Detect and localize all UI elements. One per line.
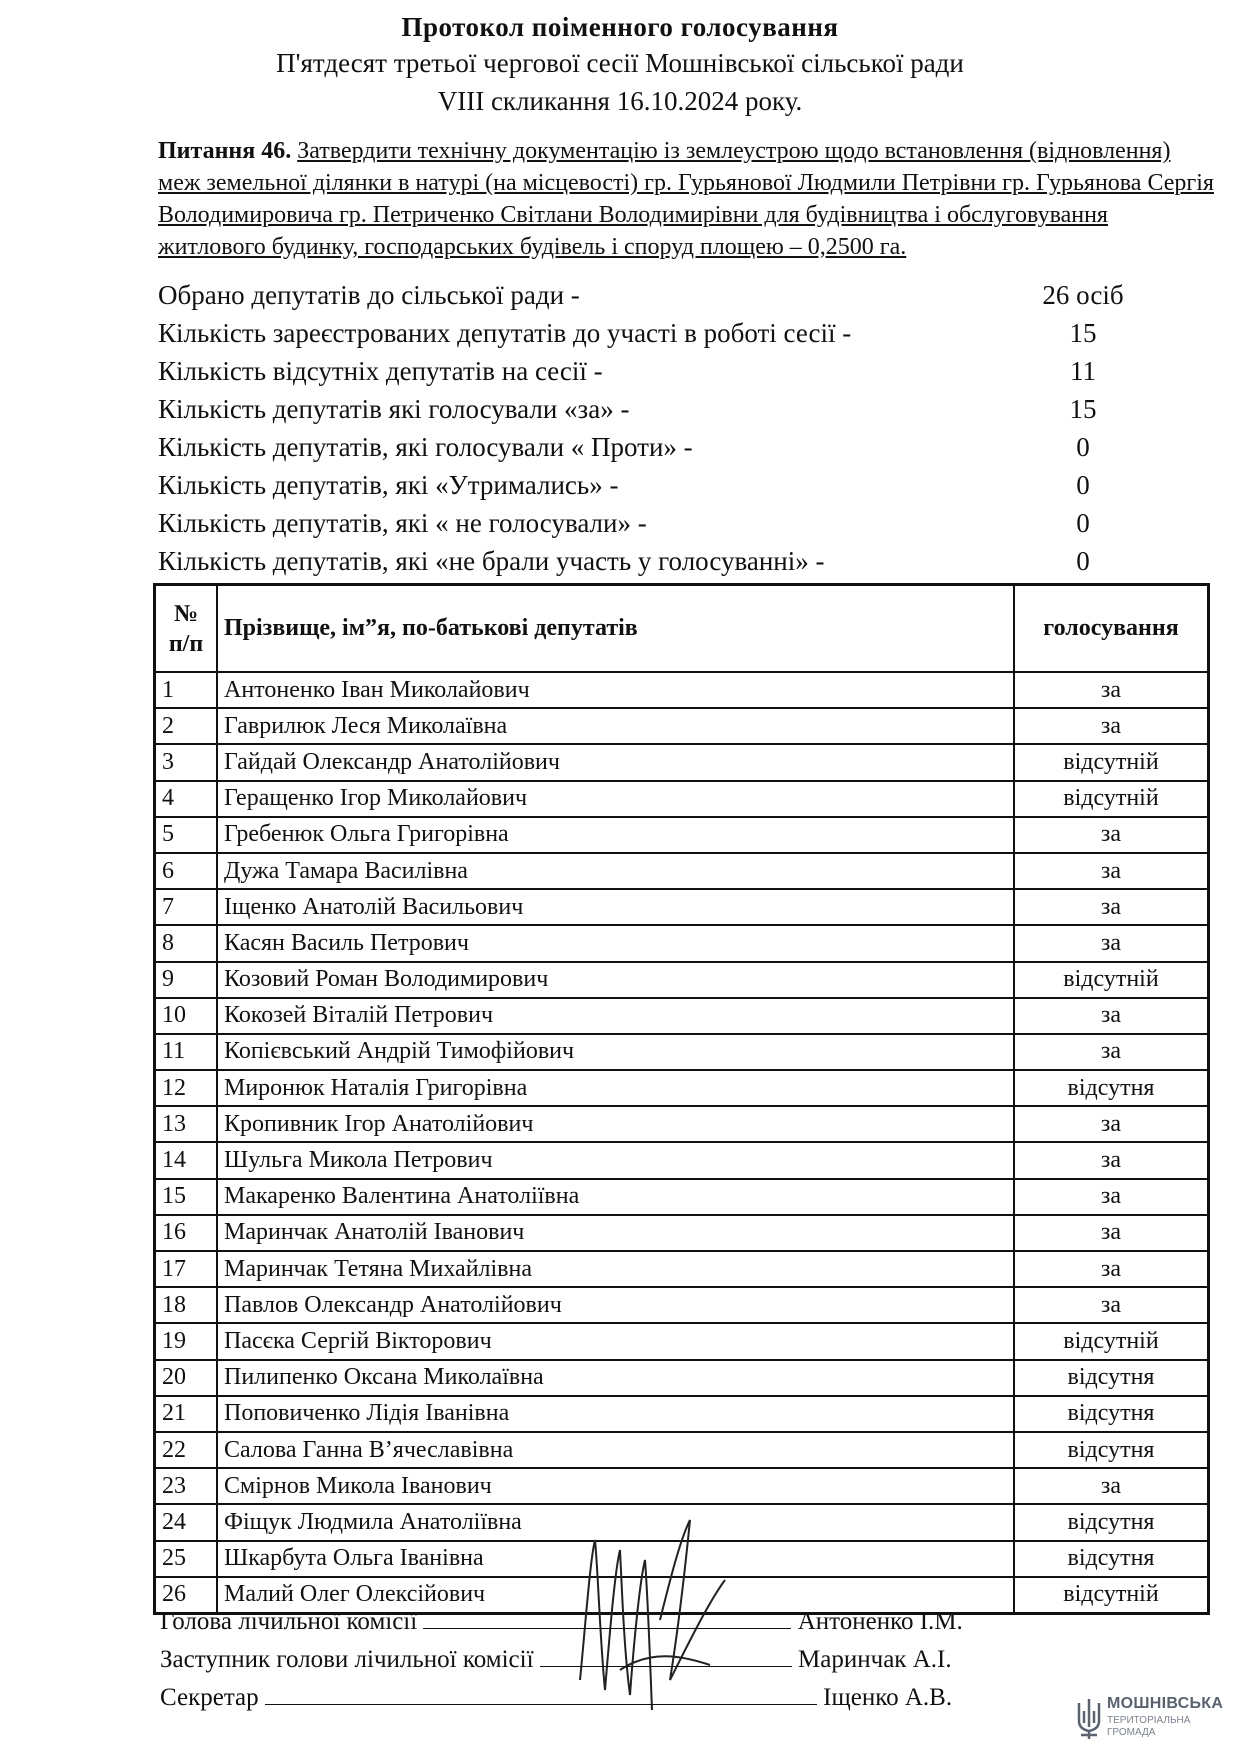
table-row [155, 853, 1209, 889]
table-row [155, 672, 1209, 708]
row-num: 25 [155, 1541, 218, 1577]
logo-subtitle [1107, 1715, 1190, 1739]
signature-name: Іщенко А.В. [823, 1684, 953, 1711]
row-name: Шульга Микола Петрович [217, 1142, 1014, 1178]
row-vote: відсутня [1014, 1396, 1209, 1432]
table-row [155, 1215, 1209, 1251]
row-num: 13 [155, 1106, 218, 1142]
logo-subtitle-line2: ГРОМАДА [1107, 1727, 1156, 1738]
row-name: Дужа Тамара Василівна [217, 853, 1014, 889]
row-num: 18 [155, 1287, 218, 1323]
stat-label: Кількість депутатів які голосували «за» - [158, 394, 630, 424]
table-header-row [155, 585, 1209, 673]
signature-line [265, 1684, 817, 1705]
header-name: Прізвище, ім”я, по-батькові депутатів [217, 585, 1014, 673]
vote-table-body [155, 672, 1209, 1613]
stat-row [158, 470, 1158, 508]
table-row [155, 1251, 1209, 1287]
signature-block [160, 1608, 1020, 1722]
row-vote: за [1014, 998, 1209, 1034]
table-row [155, 1360, 1209, 1396]
table-row [155, 889, 1209, 925]
stat-label: Кількість зареєстрованих депутатів до участі в роботі сесії - [158, 318, 852, 348]
row-name: Павлов Олександр Анатолійович [217, 1287, 1014, 1323]
row-num: 12 [155, 1070, 218, 1106]
question-label: Питання 46. [158, 138, 292, 164]
row-vote: за [1014, 1251, 1209, 1287]
row-vote: за [1014, 817, 1209, 853]
table-row [155, 1323, 1209, 1359]
stat-label: Кількість депутатів, які голосували « Проти» - [158, 432, 693, 462]
row-name: Геращенко Ігор Миколайович [217, 781, 1014, 817]
row-name: Шкарбута Ольга Іванівна [217, 1541, 1014, 1577]
row-name: Макаренко Валентина Анатоліївна [217, 1179, 1014, 1215]
stat-value: 26 осіб [1042, 280, 1124, 310]
row-num: 14 [155, 1142, 218, 1178]
signature-line [540, 1646, 792, 1667]
header-vote: голосування [1014, 585, 1209, 673]
row-num: 17 [155, 1251, 218, 1287]
row-vote: за [1014, 1468, 1209, 1504]
row-vote: відсутня [1014, 1432, 1209, 1468]
row-vote: за [1014, 708, 1209, 744]
row-vote: відсутня [1014, 1360, 1209, 1396]
signature-name: Маринчак А.І. [798, 1646, 952, 1673]
stat-value: 0 [1076, 508, 1090, 538]
row-num: 6 [155, 853, 218, 889]
table-row [155, 817, 1209, 853]
row-num: 21 [155, 1396, 218, 1432]
row-num: 19 [155, 1323, 218, 1359]
stat-row [158, 280, 1158, 318]
table-row [155, 998, 1209, 1034]
row-name: Антоненко Іван Миколайович [217, 672, 1014, 708]
table-row [155, 744, 1209, 780]
row-name: Маринчак Анатолій Іванович [217, 1215, 1014, 1251]
question-text: Затвердити технічну документацію із землеустрою щодо встановлення (відновлення) меж земельної ділянки в натурі (на місцевості) гр. Гурьянової Людмили Петрівни гр. Гурьянова Сергія Володимировича гр. Петриченко Світлани Володимирівни для будівництва і обслуговування житлового будинку, господарських будівель і споруд площею – 0,2500 га. [158, 138, 1214, 260]
stat-label: Кількість відсутніх депутатів на сесії - [158, 356, 603, 386]
row-name: Миронюк Наталія Григорівна [217, 1070, 1014, 1106]
vote-statistics [158, 280, 1158, 584]
row-name: Гаврилюк Леся Миколаївна [217, 708, 1014, 744]
stat-value: 0 [1076, 432, 1090, 462]
row-vote: відсутня [1014, 1504, 1209, 1540]
stat-value: 11 [1070, 356, 1096, 386]
row-num: 11 [155, 1034, 218, 1070]
row-num: 4 [155, 781, 218, 817]
row-vote: за [1014, 1106, 1209, 1142]
stat-row [158, 318, 1158, 356]
row-num: 2 [155, 708, 218, 744]
trident-icon [1075, 1697, 1103, 1741]
row-num: 1 [155, 672, 218, 708]
row-vote: за [1014, 1034, 1209, 1070]
table-row [155, 1287, 1209, 1323]
signature-row [160, 1684, 1020, 1722]
signature-role: Заступник голови лічильної комісії [160, 1646, 534, 1673]
row-num: 22 [155, 1432, 218, 1468]
row-name: Пилипенко Оксана Миколаївна [217, 1360, 1014, 1396]
table-row [155, 1432, 1209, 1468]
stat-value: 15 [1069, 394, 1097, 424]
row-vote: за [1014, 672, 1209, 708]
row-vote: за [1014, 853, 1209, 889]
row-name: Салова Ганна В’ячеславівна [217, 1432, 1014, 1468]
row-name: Іщенко Анатолій Васильович [217, 889, 1014, 925]
stat-label: Кількість депутатів, які « не голосували» - [158, 508, 647, 538]
protocol-title: Протокол поіменного голосування [401, 12, 839, 42]
session-subtitle: П'ятдесят третьої чергової сесії Мошнівської сільської ради [276, 48, 964, 78]
question-block [158, 135, 1218, 263]
row-name: Малий Олег Олексійович [217, 1577, 1014, 1614]
row-vote: за [1014, 925, 1209, 961]
table-row [155, 962, 1209, 998]
row-num: 7 [155, 889, 218, 925]
row-vote: відсутній [1014, 1577, 1209, 1614]
stat-value: 15 [1069, 318, 1097, 348]
row-num: 5 [155, 817, 218, 853]
header-num: № п/п [155, 585, 218, 673]
row-vote: за [1014, 889, 1209, 925]
stat-value: 0 [1076, 470, 1090, 500]
row-vote: відсутній [1014, 962, 1209, 998]
row-name: Касян Василь Петрович [217, 925, 1014, 961]
row-name: Смірнов Микола Іванович [217, 1468, 1014, 1504]
row-num: 20 [155, 1360, 218, 1396]
row-num: 9 [155, 962, 218, 998]
community-logo [1075, 1695, 1225, 1745]
row-name: Маринчак Тетяна Михайлівна [217, 1251, 1014, 1287]
row-name: Козовий Роман Володимирович [217, 962, 1014, 998]
vote-table [153, 583, 1210, 1615]
stat-row [158, 356, 1158, 394]
signature-role: Секретар [160, 1684, 259, 1711]
row-vote: відсутній [1014, 1323, 1209, 1359]
table-row [155, 1034, 1209, 1070]
stat-value: 0 [1076, 546, 1090, 576]
row-name: Гайдай Олександр Анатолійович [217, 744, 1014, 780]
row-num: 10 [155, 998, 218, 1034]
table-row [155, 925, 1209, 961]
row-num: 15 [155, 1179, 218, 1215]
table-row [155, 1179, 1209, 1215]
row-num: 3 [155, 744, 218, 780]
stat-row [158, 394, 1158, 432]
signature-row [160, 1646, 1020, 1684]
table-row [155, 1070, 1209, 1106]
row-name: Поповиченко Лідія Іванівна [217, 1396, 1014, 1432]
logo-name: МОШНІВСЬКА [1107, 1695, 1224, 1712]
stat-label: Кількість депутатів, які «не брали участь у голосуванні» - [158, 546, 825, 576]
table-row [155, 708, 1209, 744]
stat-row [158, 508, 1158, 546]
row-name: Кропивник Ігор Анатолійович [217, 1106, 1014, 1142]
row-num: 24 [155, 1504, 218, 1540]
signature-name: Антоненко І.М. [797, 1608, 963, 1635]
row-name: Фіщук Людмила Анатоліївна [217, 1504, 1014, 1540]
signature-line [423, 1608, 791, 1629]
row-vote: відсутній [1014, 744, 1209, 780]
table-row [155, 1142, 1209, 1178]
stat-row [158, 432, 1158, 470]
stat-label: Кількість депутатів, які «Утримались» - [158, 470, 619, 500]
row-vote: відсутня [1014, 1541, 1209, 1577]
stat-label: Обрано депутатів до сільської ради - [158, 280, 580, 310]
row-num: 8 [155, 925, 218, 961]
row-name: Гребенюк Ольга Григорівна [217, 817, 1014, 853]
table-row [155, 781, 1209, 817]
row-vote: відсутня [1014, 1070, 1209, 1106]
row-num: 26 [155, 1577, 218, 1614]
table-row [155, 1396, 1209, 1432]
signature-role: Голова лічильної комісії [160, 1608, 418, 1635]
row-vote: за [1014, 1179, 1209, 1215]
row-name: Кокозей Віталій Петрович [217, 998, 1014, 1034]
row-vote: відсутній [1014, 781, 1209, 817]
row-vote: за [1014, 1287, 1209, 1323]
row-num: 23 [155, 1468, 218, 1504]
row-num: 16 [155, 1215, 218, 1251]
row-name: Копієвський Андрій Тимофійович [217, 1034, 1014, 1070]
convocation-date: VIII скликання 16.10.2024 року. [437, 86, 803, 116]
logo-subtitle-line1: ТЕРИТОРІАЛЬНА [1107, 1715, 1191, 1726]
table-row [155, 1106, 1209, 1142]
row-vote: за [1014, 1215, 1209, 1251]
row-name: Пасєка Сергій Вікторович [217, 1323, 1014, 1359]
stat-row [158, 546, 1158, 584]
signature-row [160, 1608, 1020, 1646]
row-vote: за [1014, 1142, 1209, 1178]
